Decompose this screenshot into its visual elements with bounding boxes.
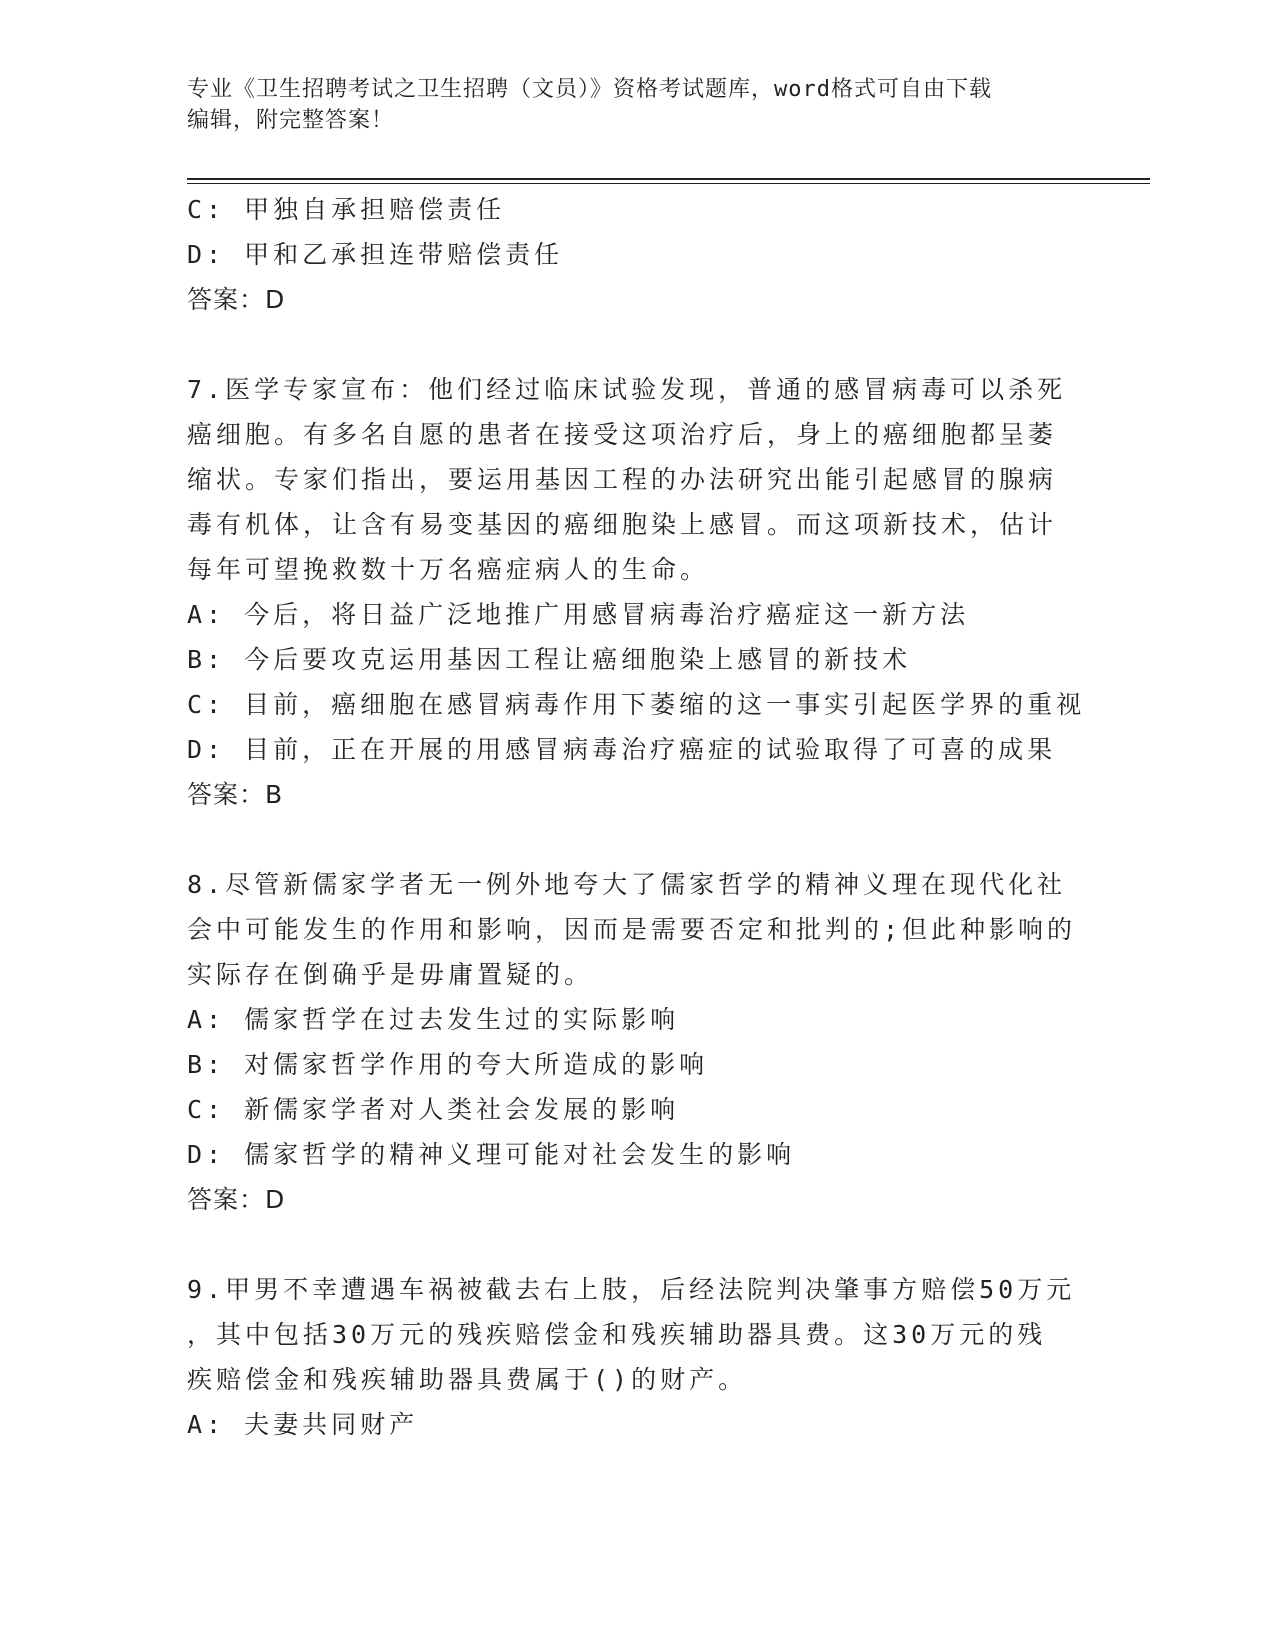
spacer — [187, 1222, 1087, 1267]
option-a: A: 夫妻共同财产 — [187, 1410, 419, 1439]
question-6-tail — [187, 187, 1087, 322]
question-text-line: ，其中包括30万元的残疾赔偿金和残疾辅助器具费。这30万元的残 — [187, 1320, 1047, 1349]
option-a: A: 今后，将日益广泛地推广用感冒病毒治疗癌症这一新方法 — [187, 600, 970, 629]
option-c: C: 新儒家学者对人类社会发展的影响 — [187, 1095, 680, 1124]
question-text-line: 癌细胞。有多名自愿的患者在接受这项治疗后，身上的癌细胞都呈萎 — [187, 420, 1058, 449]
header-line-1: 专业《卫生招聘考试之卫生招聘（文员）》资格考试题库，word格式可自由下载 — [187, 77, 992, 102]
question-text-line: 8.尽管新儒家学者无一例外地夸大了儒家哲学的精神义理在现代化社 — [187, 870, 1067, 899]
option-c: C: 甲独自承担赔偿责任 — [187, 195, 506, 224]
question-text-line: 会中可能发生的作用和影响，因而是需要否定和批判的;但此种影响的 — [187, 915, 1077, 944]
header-divider-thin — [187, 183, 1150, 184]
question-text-line: 每年可望挽救数十万名癌症病人的生命。 — [187, 555, 710, 584]
header-divider-thick — [187, 178, 1150, 180]
option-b: B: 今后要攻克运用基因工程让癌细胞染上感冒的新技术 — [187, 645, 912, 674]
question-text-line: 毒有机体，让含有易变基因的癌细胞染上感冒。而这项新技术，估计 — [187, 510, 1058, 539]
answer-line: 答案：D — [187, 1185, 286, 1214]
question-text-line: 缩状。专家们指出，要运用基因工程的办法研究出能引起感冒的腺病 — [187, 465, 1058, 494]
option-d: D: 甲和乙承担连带赔偿责任 — [187, 240, 564, 269]
question-7 — [187, 367, 1087, 817]
option-b: B: 对儒家哲学作用的夸大所造成的影响 — [187, 1050, 709, 1079]
answer-line: 答案：D — [187, 285, 286, 314]
question-text-line: 实际存在倒确乎是毋庸置疑的。 — [187, 960, 594, 989]
question-text-line: 7.医学专家宣布：他们经过临床试验发现，普通的感冒病毒可以杀死 — [187, 375, 1067, 404]
header-line-2: 编辑，附完整答案！ — [187, 108, 395, 133]
option-d: D: 目前，正在开展的用感冒病毒治疗癌症的试验取得了可喜的成果 — [187, 735, 1057, 764]
question-text-line: 疾赔偿金和残疾辅助器具费属于()的财产。 — [187, 1365, 748, 1394]
answer-line: 答案：B — [187, 780, 284, 809]
option-d: D: 儒家哲学的精神义理可能对社会发生的影响 — [187, 1140, 796, 1169]
question-text-line: 9.甲男不幸遭遇车祸被截去右上肢，后经法院判决肇事方赔偿50万元 — [187, 1275, 1076, 1304]
question-9 — [187, 1267, 1087, 1447]
question-8 — [187, 862, 1087, 1222]
spacer — [187, 322, 1087, 367]
spacer — [187, 817, 1087, 862]
option-a: A: 儒家哲学在过去发生过的实际影响 — [187, 1005, 680, 1034]
document-body — [187, 187, 1087, 1447]
document-header — [187, 74, 1087, 136]
option-c: C: 目前，癌细胞在感冒病毒作用下萎缩的这一事实引起医学界的重视 — [187, 690, 1086, 719]
